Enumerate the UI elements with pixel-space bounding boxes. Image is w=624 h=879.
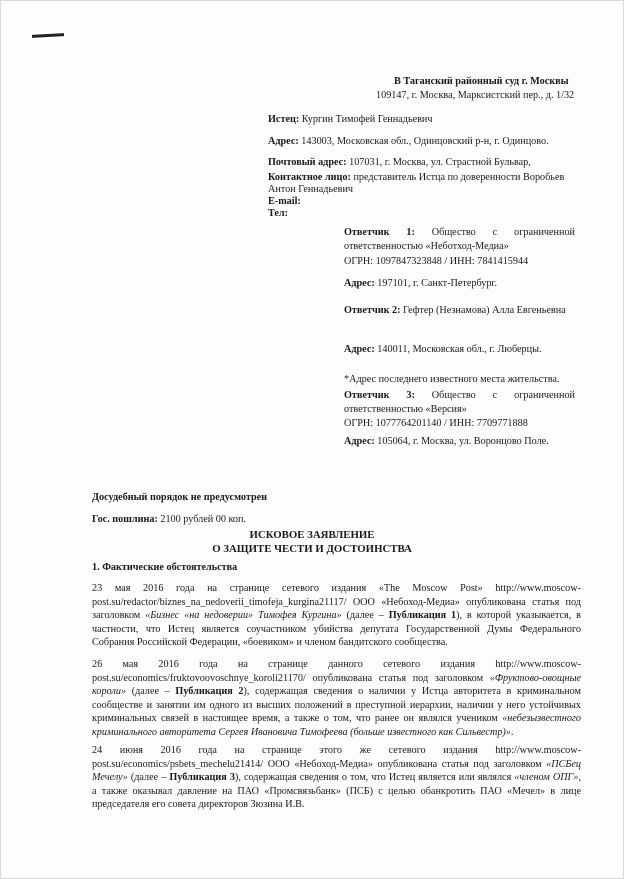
- plaintiff-contact-cont: Антон Геннадьевич: [268, 184, 354, 195]
- defendant2-address-label: Адрес:: [344, 344, 375, 355]
- fee-label: Гос. пошлина:: [92, 514, 158, 525]
- defendant2-address: 140011, Московская обл., г. Люберцы.: [377, 344, 542, 355]
- defendant1-label: Ответчик 1:: [344, 227, 415, 238]
- p1-line-3: заголовком «Бизнес «на недоверии» Тимофея Кургина» (далее – Публикация 1), в которой указывается, в: [92, 610, 581, 622]
- defendant3-name-line2: ответственностью «Версия»: [344, 403, 467, 415]
- defendant1-address-line: [344, 278, 497, 290]
- defendant3-address: 105064, г. Москва, ул. Воронцово Поле.: [377, 436, 549, 447]
- defendant3-name: [344, 389, 575, 416]
- paragraph-2: [92, 658, 581, 740]
- section-heading: 1. Фактические обстоятельства: [92, 562, 238, 573]
- plaintiff-address: 143003, Московская обл., Одинцовский р-н, г. Одинцово.: [301, 136, 549, 147]
- p3-line-4: а также оказывал давление на ПАО «Промсвязьбанк» (ПСБ) с целью обанкротить ПАО «Мечел» в лице: [92, 785, 581, 797]
- plaintiff-contact: представитель Истца по доверенности Воробьев: [353, 172, 565, 183]
- p3-line-3: Мечелу» (далее – Публикация 3), содержащая сведения о том, что Истец является или являлся «членом ОПГ»,: [92, 772, 581, 784]
- p1-line-1: 23 мая 2016 года на странице сетевого издания «The Moscow Post» http://www.moscow-: [92, 583, 581, 594]
- defendant3-address-line: [344, 436, 549, 448]
- defendant1-ogrn: ОГРН: 1097847323848 / ИНН: 7841415944: [344, 256, 529, 267]
- plaintiff-address-line: [268, 136, 549, 148]
- p3-line-5: председателя его совета директоров Зюзина И.В.: [92, 799, 305, 811]
- defendant2-note: *Адрес последнего известного места жительства.: [344, 374, 560, 385]
- p2-line-2: post.su/economics/fruktovoovoschnye_koroli21170/ опубликована статья под заголовком «Фруктово-овощные: [92, 672, 581, 684]
- p3-line-2: post.su/economics/psbets_mechelu21414/ ООО «Небоход-Медиа» опубликована статья под заголовком «ПСБец: [92, 758, 581, 770]
- court-name: В Таганский районный суд г. Москвы: [394, 76, 569, 87]
- defendant3-name-line1: Общество с ограниченной: [431, 390, 575, 401]
- p2-line-4: сообществе и занятии им одного из высших положений в преступной иерархии, наличии у него устойчивых: [92, 699, 581, 711]
- plaintiff-contact-line: [268, 172, 564, 184]
- p1-line-4: частности, что Истец является соучастником убийства депутата Государственной Думы Федерального: [92, 623, 581, 635]
- defendant1-name-line2: ответственностью «Неботход-Медиа»: [344, 240, 509, 252]
- document-title: ИСКОВОЕ ЗАЯВЛЕНИЕ: [249, 529, 375, 541]
- plaintiff-address-label: Адрес:: [268, 136, 299, 147]
- defendant2-line: [344, 305, 566, 317]
- document-subtitle: О ЗАЩИТЕ ЧЕСТИ И ДОСТОИНСТВА: [212, 543, 412, 555]
- plaintiff-name: Кургин Тимофей Геннадьевич: [301, 114, 433, 125]
- fee-value: 2100 рублей 00 коп.: [160, 514, 246, 525]
- defendant3-label: Ответчик 3:: [344, 390, 415, 401]
- p2-line-5: криминальных связей в настоящее время, а также о том, что ранее он являлся учеником «небезызвестного: [92, 713, 581, 725]
- defendant3-address-label: Адрес:: [344, 436, 375, 447]
- plaintiff-tel-label: Тел:: [268, 208, 289, 219]
- defendant2-address-line: [344, 344, 542, 356]
- defendant2-name: Гефтер (Незнамова) Алла Евгеньевна: [403, 305, 566, 316]
- plaintiff-postal: 107031, г. Москва, ул. Страстной Бульвар,: [349, 157, 531, 168]
- defendant1-address-label: Адрес:: [344, 278, 375, 289]
- defendant1-name: [344, 226, 575, 253]
- p3-line-1: 24 июня 2016 года на странице этого же сетевого издания http://www.moscow-: [92, 745, 581, 756]
- p2-line-6: криминального авторитета Сергея Ивановича Тимофеева (больше известного как Сильвестр)».: [92, 726, 514, 738]
- defendant1-address: 197101, г. Санкт-Петербург.: [377, 278, 498, 289]
- plaintiff-postal-label: Почтовый адрес:: [268, 157, 347, 168]
- defendant3-ogrn: ОГРН: 1077764201140 / ИНН: 7709771888: [344, 418, 528, 429]
- plaintiff-contact-label: Контактное лицо:: [268, 172, 351, 183]
- paragraph-1: [92, 582, 581, 650]
- pretrial-note: Досудебный порядок не предусмотрен: [92, 492, 268, 503]
- plaintiff-email-label: E-mail:: [268, 196, 301, 207]
- p2-line-1: 26 мая 2016 года на странице данного сетевого издания http://www.moscow-: [92, 659, 581, 670]
- plaintiff-label: Истец:: [268, 114, 300, 125]
- plaintiff-postal-line: [268, 157, 531, 169]
- paragraph-3: [92, 744, 581, 812]
- plaintiff-line: [268, 114, 433, 126]
- fee-line: [92, 514, 246, 526]
- defendant1-name-line1: Общество с ограниченной: [431, 227, 575, 238]
- p1-line-2: post.su/redactor/biznes_na_nedoverii_timofeja_kurgina21117/ ООО «Небоход-Медиа» опубликована статья под: [92, 596, 581, 608]
- p2-line-3: короли» (далее – Публикация 2), содержащая сведения о наличии у Истца авторитета в криминальном: [92, 686, 581, 698]
- court-address: 109147, г. Москва, Марксистский пер., д. 1/32: [376, 90, 575, 101]
- p1-line-5: Собрания Российской Федерации, «боевиком» и членом бандитского сообщества.: [92, 637, 448, 649]
- defendant2-label: Ответчик 2:: [344, 305, 401, 316]
